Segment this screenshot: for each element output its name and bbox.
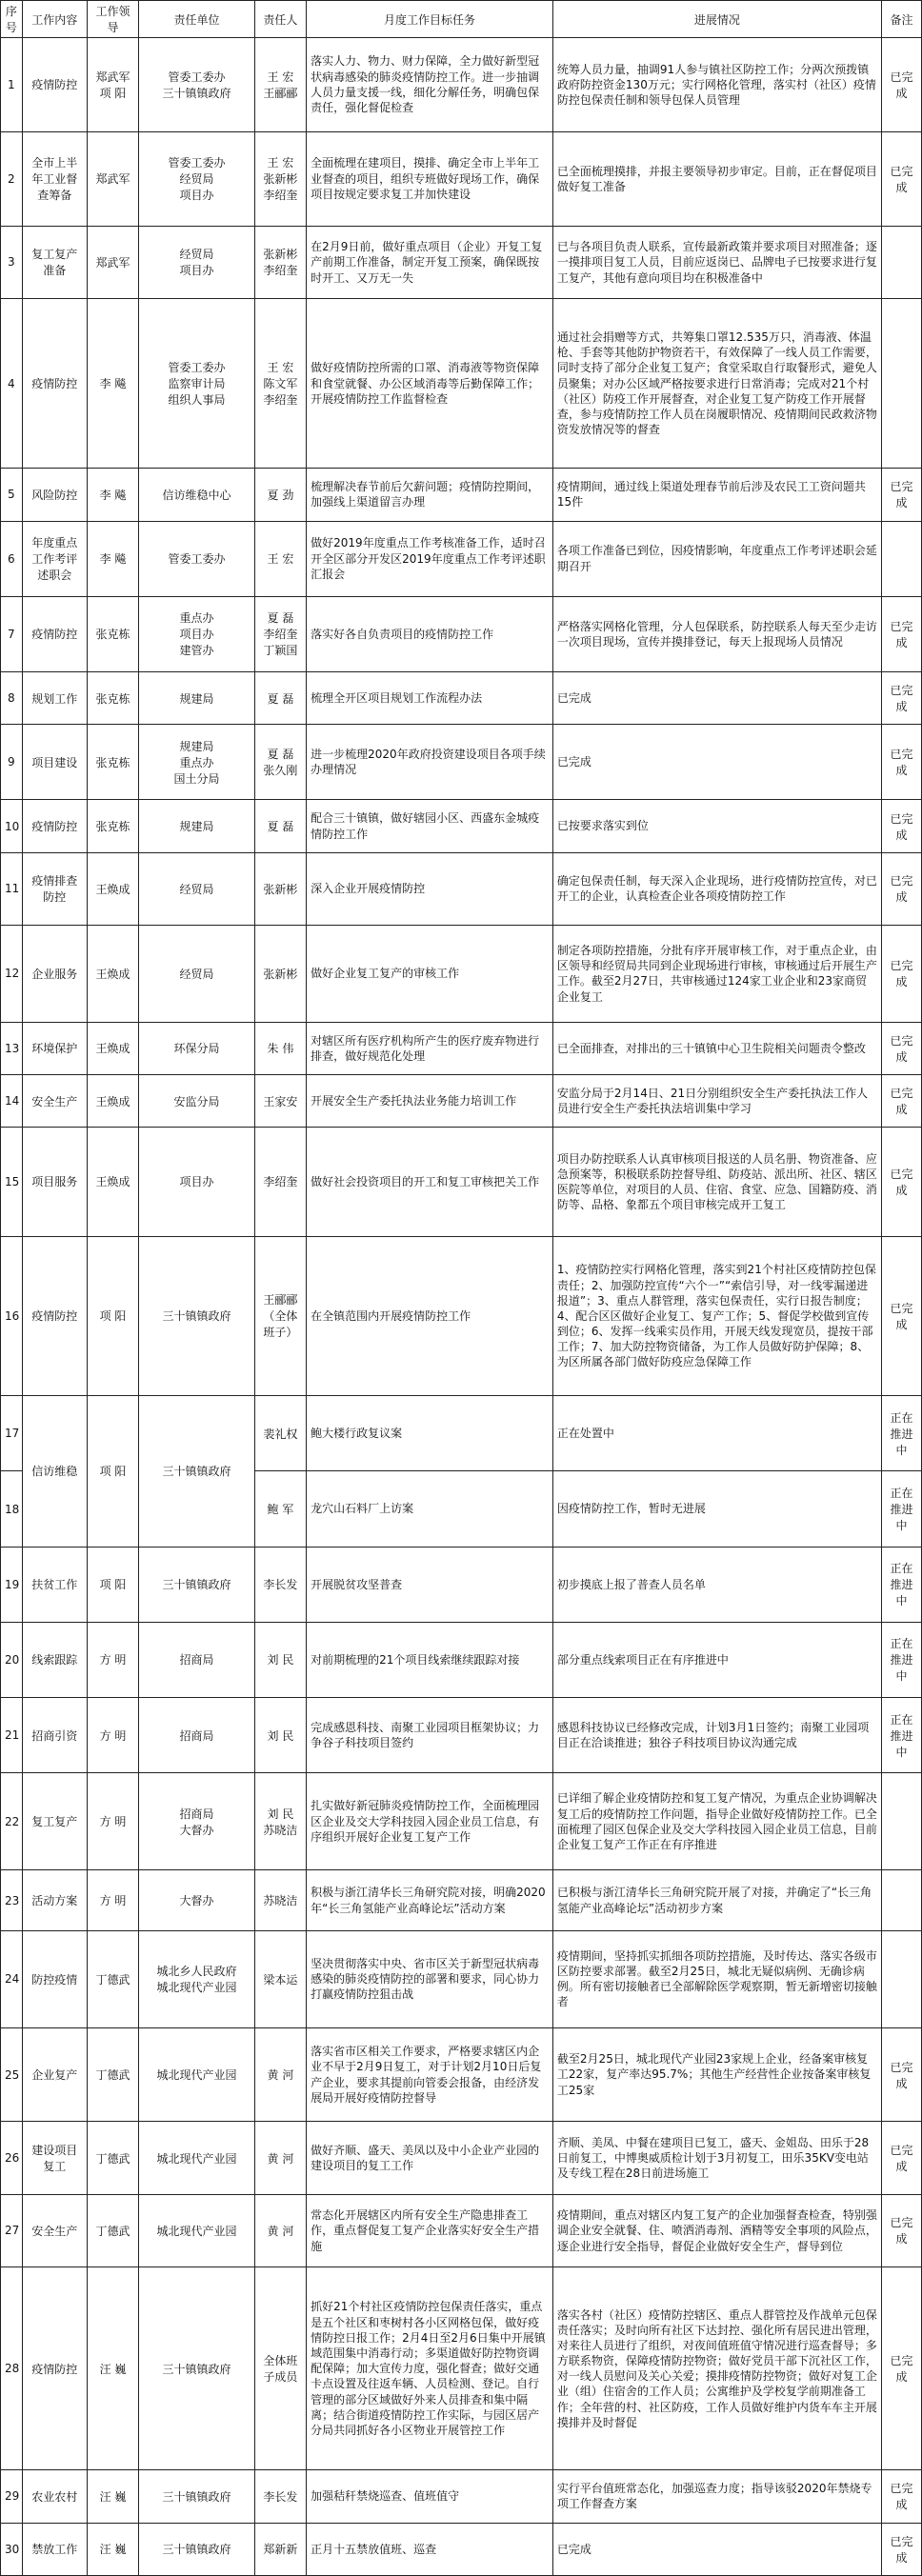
row-seq: 17 xyxy=(1,1396,23,1471)
row-note: 已完成 xyxy=(881,131,921,226)
row-seq: 16 xyxy=(1,1236,23,1395)
row-progress: 已全面排查，对排出的三十镇镇中心卫生院相关问题责令整改 xyxy=(552,1022,881,1074)
row-person: 王 宏 陈文军 李绍奎 xyxy=(254,299,306,469)
table-row xyxy=(1,725,922,800)
row-person: 夏 磊 xyxy=(254,800,306,852)
row-work: 疫情排查防控 xyxy=(22,852,87,925)
row-unit: 管委工委办 监察审计局 组织人事局 xyxy=(139,299,254,469)
row-task: 正月十五禁放值班、巡查 xyxy=(307,2523,553,2575)
table-row xyxy=(1,1128,922,1237)
row-seq: 5 xyxy=(1,469,23,521)
row-person: 朱 伟 xyxy=(254,1022,306,1074)
table-row xyxy=(1,469,922,521)
row-person: 夏 磊 张久刚 xyxy=(254,725,306,800)
row-note: 正在推进中 xyxy=(881,1396,921,1471)
row-seq: 8 xyxy=(1,672,23,725)
row-note xyxy=(881,299,921,469)
row-work: 招商引资 xyxy=(22,1698,87,1773)
row-progress: 已完成 xyxy=(552,672,881,725)
row-leader: 李 飚 xyxy=(87,469,138,521)
row-work: 环境保护 xyxy=(22,1022,87,1074)
row-note: 正在推进中 xyxy=(881,1547,921,1622)
row-person: 梁本运 xyxy=(254,1930,306,2027)
table-row xyxy=(1,38,922,132)
row-person: 夏 磊 xyxy=(254,672,306,725)
row-note: 正在推进中 xyxy=(881,1622,921,1697)
table-row xyxy=(1,800,922,852)
table-row xyxy=(1,2194,922,2266)
row-note xyxy=(881,1773,921,1870)
row-task: 完成感恩科技、南聚工业园项目框架协议；力争谷子科技项目签约 xyxy=(307,1698,553,1773)
row-person: 李长发 xyxy=(254,1547,306,1622)
row-work: 项目服务 xyxy=(22,1128,87,1237)
row-task: 落实省市区相关工作要求，严格要求辖区内企业不早于2月9日复工，对于计划2月10日后复产企业，要求其提前向管委会报备，由经济发展局开展好疫情防控督导 xyxy=(307,2027,553,2122)
row-person: 张新彬 xyxy=(254,852,306,925)
row-leader: 汪 巍 xyxy=(87,2523,138,2575)
row-leader: 丁德武 xyxy=(87,2194,138,2266)
row-work: 扶贫工作 xyxy=(22,1547,87,1622)
row-work: 年度重点工作考评述职会 xyxy=(22,521,87,596)
row-seq: 19 xyxy=(1,1547,23,1622)
row-task: 配合三十镇镇，做好辖园小区、西盛东金城疫情防控工作 xyxy=(307,800,553,852)
row-seq: 9 xyxy=(1,725,23,800)
row-unit: 三十镇镇政府 xyxy=(139,1547,254,1622)
row-seq: 24 xyxy=(1,1930,23,2027)
row-person: 夏 磊 李绍奎 丁颖国 xyxy=(254,596,306,671)
row-work: 企业复产 xyxy=(22,2027,87,2122)
row-work: 项目建设 xyxy=(22,725,87,800)
row-unit: 信访维稳中心 xyxy=(139,469,254,521)
row-seq: 2 xyxy=(1,131,23,226)
table-row xyxy=(1,521,922,596)
row-progress: 疫情期间，坚持抓实抓细各项防控措施，及时传达、落实各级市区防控要求部署。截至2月25日，城北无疑似病例、无确诊病例。所有密切接触者已全部解除医学观察期，暂无新增密切接触者 xyxy=(552,1930,881,2027)
row-seq: 25 xyxy=(1,2027,23,2122)
row-note: 已完成 xyxy=(881,800,921,852)
row-progress: 已全面梳理摸排，并报主要领导初步审定。目前，正在督促项目做好复工准备 xyxy=(552,131,881,226)
row-seq: 28 xyxy=(1,2267,23,2470)
row-leader: 张克栋 xyxy=(87,800,138,852)
row-work: 建设项目复工 xyxy=(22,2122,87,2194)
row-progress: 已与各项目负责人联系，宣传最新政策并要求项目对照准备；逐一摸排项目复工人员，目前应返岗已、品牌电子已按要求进行复工复产，其他有意向项目均在积极准备中 xyxy=(552,226,881,298)
row-work: 全市上半年工业督查筹备 xyxy=(22,131,87,226)
row-task: 积极与浙江清华长三角研究院对接，明确2020年“长三角氢能产业高峰论坛”活动方案 xyxy=(307,1870,553,1931)
row-work: 活动方案 xyxy=(22,1870,87,1931)
row-unit: 经贸局 xyxy=(139,852,254,925)
row-leader: 项 阳 xyxy=(87,1547,138,1622)
row-seq: 7 xyxy=(1,596,23,671)
row-seq: 6 xyxy=(1,521,23,596)
row-work: 复工复产准备 xyxy=(22,226,87,298)
row-seq: 27 xyxy=(1,2194,23,2266)
table-row xyxy=(1,1075,922,1128)
row-leader: 方 明 xyxy=(87,1698,138,1773)
row-unit: 招商局 xyxy=(139,1698,254,1773)
row-leader: 王焕成 xyxy=(87,1075,138,1128)
table-row xyxy=(1,299,922,469)
row-person: 郑新新 xyxy=(254,2523,306,2575)
row-unit: 三十镇镇政府 xyxy=(139,1236,254,1395)
row-note: 已完成 xyxy=(881,2267,921,2470)
row-leader: 丁德武 xyxy=(87,2027,138,2122)
row-seq: 18 xyxy=(1,1471,23,1547)
header-person: 责任人 xyxy=(254,1,306,38)
table-row xyxy=(1,1236,922,1395)
row-seq: 21 xyxy=(1,1698,23,1773)
row-leader: 汪 巍 xyxy=(87,2267,138,2470)
row-unit: 三十镇镇政府 xyxy=(139,2267,254,2470)
row-progress: 因疫情防控工作，暂时无进展 xyxy=(552,1471,881,1547)
row-unit: 规建局 重点办 国土分局 xyxy=(139,725,254,800)
table-row xyxy=(1,2470,922,2523)
row-person: 刘 民 xyxy=(254,1698,306,1773)
row-seq: 3 xyxy=(1,226,23,298)
row-leader: 郑武军 项 阳 xyxy=(87,38,138,132)
row-unit: 三十镇镇政府 xyxy=(139,2523,254,2575)
table-row xyxy=(1,1547,922,1622)
row-person: 全体班子成员 xyxy=(254,2267,306,2470)
row-progress: 已积极与浙江清华长三角研究院开展了对接，并确定了“长三角氢能产业高峰论坛”活动初步方案 xyxy=(552,1870,881,1931)
row-work: 疫情防控 xyxy=(22,299,87,469)
row-work: 安全生产 xyxy=(22,1075,87,1128)
row-progress: 已详细了解企业疫情防控和复工复产情况，为重点企业协调解决复工后的疫情防控工作问题，指导企业做好疫情防控工作。已全面梳理了园区包保企业及交大学科技园入园企业员工信息，目前企业复工复产工作正在有序推进 xyxy=(552,1773,881,1870)
row-progress: 已完成 xyxy=(552,2523,881,2575)
row-task: 进一步梳理2020年政府投资建设项目各项手续办理情况 xyxy=(307,725,553,800)
table-row xyxy=(1,1698,922,1773)
row-work: 安全生产 xyxy=(22,2194,87,2266)
header-progress: 进展情况 xyxy=(552,1,881,38)
row-person: 苏晓洁 xyxy=(254,1870,306,1931)
row-leader: 方 明 xyxy=(87,1773,138,1870)
row-note: 已完成 xyxy=(881,2523,921,2575)
row-progress: 已完成 xyxy=(552,725,881,800)
table-row xyxy=(1,2523,922,2575)
row-unit: 城北现代产业园 xyxy=(139,2027,254,2122)
row-task: 梳理全开区项目规划工作流程办法 xyxy=(307,672,553,725)
row-unit: 招商局 大督办 xyxy=(139,1773,254,1870)
row-person: 王郦郦 （全体班子） xyxy=(254,1236,306,1395)
row-progress: 项目办防控联系人认真审核项目报送的人员名册、物资准备、应急预案等，积极联系防控督导组、防疫站、派出所、社区、辖区医院等单位，对项目的人员、住宿、食堂、应急、国籍防疫、消防等、品格、象都五个项目审核完成开工复工 xyxy=(552,1128,881,1237)
row-work: 企业服务 xyxy=(22,925,87,1022)
row-task: 龙穴山石料厂上访案 xyxy=(307,1471,553,1547)
row-person: 王家安 xyxy=(254,1075,306,1128)
row-task: 鲍大楼行政复议案 xyxy=(307,1396,553,1471)
row-unit: 城北现代产业园 xyxy=(139,2122,254,2194)
table-row xyxy=(1,596,922,671)
row-work: 复工复产 xyxy=(22,1773,87,1870)
row-unit: 安监分局 xyxy=(139,1075,254,1128)
row-leader: 张克栋 xyxy=(87,596,138,671)
row-note xyxy=(881,521,921,596)
row-task: 抓好21个村社区疫情防控包保责任落实，重点是五个社区和枣树村各小区网格包保，做好疫情防控日报工作；2月4日至2月6日集中开展镇域范围集中消毒行动；多渠道做好防控物资调配保障；加大宣传力度，强化督查；做好交通卡点设置及往返车辆、人员检测、登记。自行管理的部分区域做好外来人员排查和集中隔离；结合街道疫情防控工作实际，与园区居产分局共同抓好各小区物业开展管控工作 xyxy=(307,2267,553,2470)
row-note: 已完成 xyxy=(881,672,921,725)
row-progress: 实行平台值班常态化，加强巡查力度；指导该驳2020年禁烧专项工作督查方案 xyxy=(552,2470,881,2523)
row-note: 已完成 xyxy=(881,1075,921,1128)
row-seq: 29 xyxy=(1,2470,23,2523)
row-note: 正在推进中 xyxy=(881,1471,921,1547)
row-progress: 正在处置中 xyxy=(552,1396,881,1471)
table-row xyxy=(1,925,922,1022)
row-progress: 落实各村（社区）疫情防控辖区、重点人群管控及作战单元包保责任落实；及时向所有社区下达封控、强化所有居民进出管理，对来往人员进行了组织，对夜间值班值守情况进行巡查督导；多方联系物资，保障疫情防控物资；做好党员干部下沉社区工作，对一线人员慰问及关心关爱；摸排疫情防控物资；做好对复工企业（组）住宿舍的工作人员；公寓维护及学校复学前期准备工作；全年营的村、社区防疫，工作人员做好维护内货车车主开展摸排并及时督促 xyxy=(552,2267,881,2470)
row-leader: 丁德武 xyxy=(87,1930,138,2027)
header-work: 工作内容 xyxy=(22,1,87,38)
row-task: 梳理解决春节前后欠薪问题；疫情防控期间，加强线上渠道留言办理 xyxy=(307,469,553,521)
row-note: 正在推进中 xyxy=(881,1698,921,1773)
row-work: 农业农村 xyxy=(22,2470,87,2523)
row-leader: 张克栋 xyxy=(87,672,138,725)
row-task: 做好齐顺、盛天、美凤以及中小企业产业园的建设项目的复工工作 xyxy=(307,2122,553,2194)
table-row xyxy=(1,1396,922,1471)
row-task: 对前期梳理的21个项目线索继续跟踪对接 xyxy=(307,1622,553,1697)
row-note: 已完成 xyxy=(881,1236,921,1395)
row-person: 黄 河 xyxy=(254,2027,306,2122)
row-note: 已完成 xyxy=(881,1022,921,1074)
header-unit: 责任单位 xyxy=(139,1,254,38)
row-seq: 23 xyxy=(1,1870,23,1931)
header-seq: 序号 xyxy=(1,1,23,38)
row-leader: 项 阳 xyxy=(87,1236,138,1395)
row-work: 风险防控 xyxy=(22,469,87,521)
row-leader: 方 明 xyxy=(87,1870,138,1931)
row-progress: 严格落实网格化管理，分人包保联系，防控联系人每天至少走访一次项目现场，宣传并摸排登记，每天上报现场人员情况 xyxy=(552,596,881,671)
row-task: 扎实做好新冠肺炎疫情防控工作，全面梳理园区企业及交大学科技园入园企业员工信息，有序组织开展好企业复工复产工作 xyxy=(307,1773,553,1870)
row-progress: 初步摸底上报了普查人员名单 xyxy=(552,1547,881,1622)
row-note: 已完成 xyxy=(881,596,921,671)
row-leader: 汪 巍 xyxy=(87,2470,138,2523)
row-task: 开展脱贫攻坚普查 xyxy=(307,1547,553,1622)
row-progress: 已按要求落实到位 xyxy=(552,800,881,852)
row-note: 已完成 xyxy=(881,2194,921,2266)
row-progress: 各项工作准备已到位，因疫情影响，年度重点工作考评述职会延期召开 xyxy=(552,521,881,596)
row-person: 张新彬 xyxy=(254,925,306,1022)
row-task: 做好企业复工复产的审核工作 xyxy=(307,925,553,1022)
row-seq: 13 xyxy=(1,1022,23,1074)
table-row xyxy=(1,1930,922,2027)
row-unit: 三十镇镇政府 xyxy=(139,1396,254,1547)
row-unit: 经贸局 项目办 xyxy=(139,226,254,298)
table-row xyxy=(1,1870,922,1931)
row-work: 信访维稳 xyxy=(22,1396,87,1547)
row-person: 刘 民 苏晓洁 xyxy=(254,1773,306,1870)
row-person: 张新彬 李绍奎 xyxy=(254,226,306,298)
row-work: 疫情防控 xyxy=(22,596,87,671)
row-task: 坚决贯彻落实中央、省市区关于新型冠状病毒感染的肺炎疫情防控的部署和要求，同心协力打赢疫情防控狙击战 xyxy=(307,1930,553,2027)
row-unit: 城北乡人民政府 城北现代产业园 xyxy=(139,1930,254,2027)
table-row xyxy=(1,131,922,226)
row-seq: 30 xyxy=(1,2523,23,2575)
header-leader: 工作领导 xyxy=(87,1,138,38)
row-person: 王 宏 张新彬 李绍奎 xyxy=(254,131,306,226)
row-leader: 王焕成 xyxy=(87,1022,138,1074)
row-unit: 管委工委办 三十镇镇政府 xyxy=(139,38,254,132)
row-unit: 管委工委办 经贸局 项目办 xyxy=(139,131,254,226)
table-row xyxy=(1,852,922,925)
row-unit: 大督办 xyxy=(139,1870,254,1931)
row-progress: 安监分局于2月14日、21日分别组织安全生产委托执法工作人员进行安全生产委托执法培训集中学习 xyxy=(552,1075,881,1128)
row-progress: 制定各项防控措施，分批有序开展审核工作，对于重点企业，由区领导和经贸局共同到企业现场进行审核，审核通过后开展生产工作。截至2月27日，共审核通过124家工业企业和23家商贸企业复工 xyxy=(552,925,881,1022)
row-note: 已完成 xyxy=(881,2027,921,2122)
row-note: 已完成 xyxy=(881,469,921,521)
header-note: 备注 xyxy=(881,1,921,38)
row-task: 做好2019年度重点工作考核准备工作，适时召开全区部分开发区2019年度重点工作考评述职汇报会 xyxy=(307,521,553,596)
row-leader: 郑武军 xyxy=(87,131,138,226)
row-note: 已完成 xyxy=(881,2122,921,2194)
row-leader: 方 明 xyxy=(87,1622,138,1697)
row-work: 疫情防控 xyxy=(22,38,87,132)
row-leader: 丁德武 xyxy=(87,2122,138,2194)
row-unit: 规建局 xyxy=(139,672,254,725)
row-seq: 26 xyxy=(1,2122,23,2194)
row-note: 已完成 xyxy=(881,38,921,132)
table-row xyxy=(1,226,922,298)
table-row xyxy=(1,2027,922,2122)
table-row xyxy=(1,1773,922,1870)
row-progress: 统筹人员力量，抽调91人参与镇社区防控工作；分两次预拨镇政府防控资金130万元；实行网格化管理，落实村（社区）疫情防控包保责任制和领导包保人员管理 xyxy=(552,38,881,132)
row-note: 已完成 xyxy=(881,2470,921,2523)
row-progress: 部分重点线索项目正在有序推进中 xyxy=(552,1622,881,1697)
header-task: 月度工作目标任务 xyxy=(307,1,553,38)
row-work: 禁放工作 xyxy=(22,2523,87,2575)
row-progress: 感恩科技协议已经修改完成，计划3月1日签约；南聚工业园项目正在洽谈推进；独谷子科技项目协议沟通完成 xyxy=(552,1698,881,1773)
row-unit: 三十镇镇政府 xyxy=(139,2470,254,2523)
row-work: 防控疫情 xyxy=(22,1930,87,2027)
row-unit: 城北现代产业园 xyxy=(139,2194,254,2266)
row-unit: 经贸局 xyxy=(139,925,254,1022)
row-task: 落实好各自负责项目的疫情防控工作 xyxy=(307,596,553,671)
table-row xyxy=(1,672,922,725)
row-person: 黄 河 xyxy=(254,2122,306,2194)
row-progress: 截至2月25日，城北现代产业园23家规上企业，经备案审核复工22家，复产率达95.7%；其他生产经营性企业按备案审核复工25家 xyxy=(552,2027,881,2122)
row-seq: 14 xyxy=(1,1075,23,1128)
row-unit: 管委工委办 xyxy=(139,521,254,596)
row-task: 对辖区所有医疗机构所产生的医疗废弃物进行排查，做好规范化处理 xyxy=(307,1022,553,1074)
row-seq: 1 xyxy=(1,38,23,132)
row-person: 李长发 xyxy=(254,2470,306,2523)
row-note: 已完成 xyxy=(881,925,921,1022)
row-progress: 疫情期间，重点对辖区内复工复产的企业加强督查检查，特别强调企业安全就餐、住、喷洒消毒剂、酒精等安全事项的风险点，逐企业进行安全指导，督促企业做好安全生产，督导到位 xyxy=(552,2194,881,2266)
row-progress: 通过社会捐赠等方式，共筹集口罩12.535万只，消毒液、体温枪、手套等其他防护物资若干，有效保障了一线人员工作需要，同时支持了部分企业复工复产；食堂采取自行取餐形式，避免人员聚集；对办公区域严格按要求进行日常消毒；完成对21个村（社区）防疫工作开展督查，对企业复工复产防疫工作开展督查，参与疫情防控工作人员在岗履职情况、疫情期间民政救济物资发放情况等的督查 xyxy=(552,299,881,469)
row-unit: 招商局 xyxy=(139,1622,254,1697)
row-task: 做好疫情防控所需的口罩、消毒液等物资保障和食堂就餐、办公区域消毒等后勤保障工作；开展疫情防控工作监督检查 xyxy=(307,299,553,469)
row-task: 在全镇范围内开展疫情防控工作 xyxy=(307,1236,553,1395)
table-row xyxy=(1,2267,922,2470)
table-row xyxy=(1,1622,922,1697)
row-seq: 12 xyxy=(1,925,23,1022)
row-seq: 22 xyxy=(1,1773,23,1870)
row-task: 落实人力、物力、财力保障，全力做好新型冠状病毒感染的肺炎疫情防控工作。进一步抽调人员力量支援一线，细化分解任务，明确包保责任，强化督促检查 xyxy=(307,38,553,132)
row-leader: 张克栋 xyxy=(87,725,138,800)
row-person: 黄 河 xyxy=(254,2194,306,2266)
row-task: 做好社会投资项目的开工和复工审核把关工作 xyxy=(307,1128,553,1237)
row-task: 深入企业开展疫情防控 xyxy=(307,852,553,925)
row-note: 已完成 xyxy=(881,852,921,925)
row-person: 鲍 军 xyxy=(254,1471,306,1547)
row-seq: 15 xyxy=(1,1128,23,1237)
row-person: 裴礼权 xyxy=(254,1396,306,1471)
row-unit: 项目办 xyxy=(139,1128,254,1237)
row-progress: 确定包保责任制，每天深入企业现场，进行疫情防控宣传，对已开工的企业，认真检查企业各项疫情防控工作 xyxy=(552,852,881,925)
row-seq: 10 xyxy=(1,800,23,852)
table-header-row xyxy=(1,1,922,38)
row-person: 王 宏 xyxy=(254,521,306,596)
row-task: 加强秸秆禁烧巡查、值班值守 xyxy=(307,2470,553,2523)
table-body xyxy=(1,38,922,2576)
row-progress: 1、疫情防控实行网格化管理，落实到21个村社区疫情防控包保责任；2、加强防控宣传“六个一”“索信引导，对一线零漏递进报道”；3、重点人群管理，落实包保责任，实行日报告制度；4、配合区区做好企业复工、复产工作；5、督促学校做到宣传到位；6、发挥一线乘实员作用，开展天线发现宽员，提按干部工作；7、加大防控物资储备，为工作人员做好防护保障；8、为区所属各部门做好防疫应急保障工作 xyxy=(552,1236,881,1395)
row-unit: 重点办 项目办 建管办 xyxy=(139,596,254,671)
row-seq: 4 xyxy=(1,299,23,469)
row-leader: 郑武军 xyxy=(87,226,138,298)
row-progress: 齐顺、美凤、中餐在建项目已复工，盛天、金姐岛、田乐于28日前复工，中博奥威质检计划于3月初复工，田乐35KV变电站及专线工程在28日前进场施工 xyxy=(552,2122,881,2194)
row-work: 疫情防控 xyxy=(22,2267,87,2470)
row-person: 夏 劲 xyxy=(254,469,306,521)
row-work: 规划工作 xyxy=(22,672,87,725)
row-leader: 李 飚 xyxy=(87,521,138,596)
row-note xyxy=(881,1930,921,2027)
row-task: 在2月9日前，做好重点项目（企业）开复工复产前期工作准备，制定开复工预案，确保既按时开工、又万无一失 xyxy=(307,226,553,298)
row-leader: 项 阳 xyxy=(87,1396,138,1547)
row-task: 全面梳理在建项目，摸排、确定全市上半年工业督查的项目，组织专班做好现场工作，确保项目按规定要求复工并加快建设 xyxy=(307,131,553,226)
row-work: 疫情防控 xyxy=(22,800,87,852)
row-leader: 王焕成 xyxy=(87,1128,138,1237)
row-note: 已完成 xyxy=(881,1128,921,1237)
row-person: 王 宏 王郦郦 xyxy=(254,38,306,132)
row-task: 常态化开展辖区内所有安全生产隐患排查工作，重点督促复工复产企业落实好安全生产措施 xyxy=(307,2194,553,2266)
row-leader: 王焕成 xyxy=(87,925,138,1022)
row-leader: 王焕成 xyxy=(87,852,138,925)
row-seq: 20 xyxy=(1,1622,23,1697)
row-seq: 11 xyxy=(1,852,23,925)
row-person: 李绍奎 xyxy=(254,1128,306,1237)
row-unit: 环保分局 xyxy=(139,1022,254,1074)
row-progress: 疫情期间，通过线上渠道处理春节前后涉及农民工工资问题共15件 xyxy=(552,469,881,521)
row-work: 线索跟踪 xyxy=(22,1622,87,1697)
row-person: 刘 民 xyxy=(254,1622,306,1697)
row-note xyxy=(881,1870,921,1931)
table-row xyxy=(1,2122,922,2194)
row-work: 疫情防控 xyxy=(22,1236,87,1395)
row-task: 开展安全生产委托执法业务能力培训工作 xyxy=(307,1075,553,1128)
row-unit: 规建局 xyxy=(139,800,254,852)
table-row xyxy=(1,1022,922,1074)
row-note xyxy=(881,226,921,298)
row-note: 已完成 xyxy=(881,725,921,800)
row-leader: 李 飚 xyxy=(87,299,138,469)
